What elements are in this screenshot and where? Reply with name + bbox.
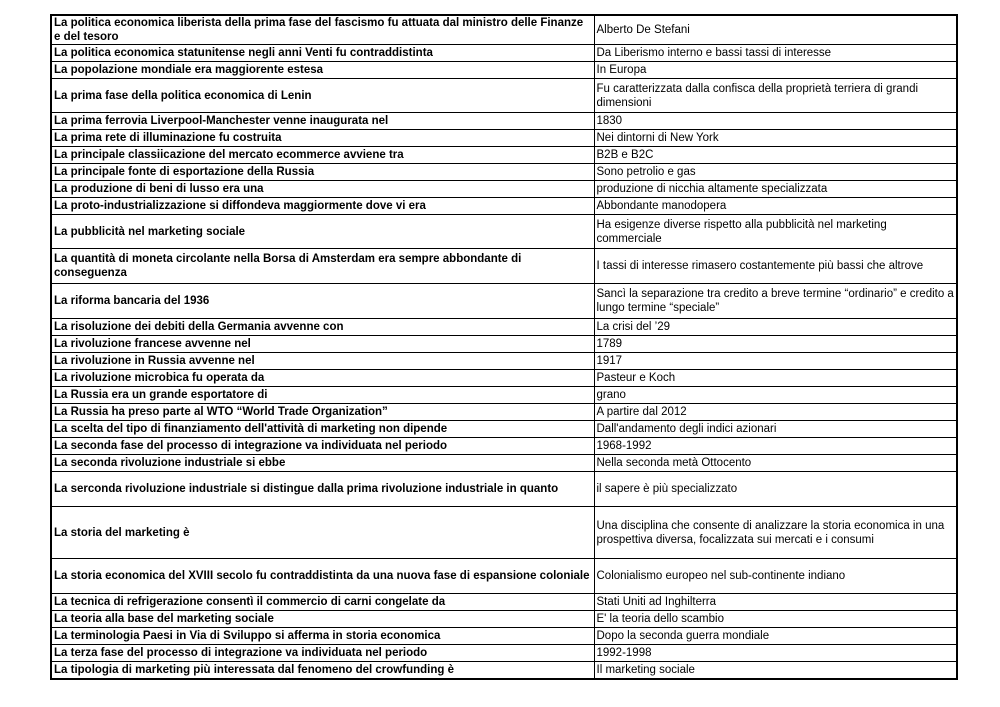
answer-cell: Il marketing sociale [594,662,957,679]
question-cell: La politica economica statunitense negli anni Venti fu contraddistinta [51,45,594,62]
question-cell: La storia del marketing è [51,507,594,559]
answer-cell: Dopo la seconda guerra mondiale [594,628,957,645]
answer-cell: La crisi del ’29 [594,319,957,336]
table-row [51,198,957,215]
table-row [51,455,957,472]
answer-cell: B2B e B2C [594,147,957,164]
question-cell: La Russia ha preso parte al WTO “World Trade Organization” [51,404,594,421]
answer-cell: E' la teoria dello scambio [594,611,957,628]
answer-cell: Pasteur e Koch [594,370,957,387]
question-cell: La rivoluzione microbica fu operata da [51,370,594,387]
question-cell: La seconda fase del processo di integrazione va individuata nel periodo [51,438,594,455]
answer-cell: Sono petrolio e gas [594,164,957,181]
table-row [51,628,957,645]
answer-cell: produzione di nicchia altamente specializzata [594,181,957,198]
question-cell: La quantità di moneta circolante nella Borsa di Amsterdam era sempre abbondante di conseguenza [51,249,594,284]
answer-cell: Nei dintorni di New York [594,130,957,147]
question-cell: La principale classiicazione del mercato ecommerce avviene tra [51,147,594,164]
answer-cell: grano [594,387,957,404]
answer-cell: Ha esigenze diverse rispetto alla pubblicità nel marketing commerciale [594,215,957,249]
question-cell: La proto-industrializzazione si diffondeva maggiormente dove vi era [51,198,594,215]
table-row [51,45,957,62]
table-row [51,662,957,679]
question-cell: La risoluzione dei debiti della Germania avvenne con [51,319,594,336]
table-row [51,353,957,370]
table-row [51,421,957,438]
answer-cell: 1789 [594,336,957,353]
answer-cell: Colonialismo europeo nel sub-continente indiano [594,559,957,594]
answer-cell: 1992-1998 [594,645,957,662]
question-cell: La tecnica di refrigerazione consentì il commercio di carni congelate da [51,594,594,611]
table-row [51,15,957,45]
table-row [51,319,957,336]
question-cell: La Russia era un grande esportatore di [51,387,594,404]
answer-cell: Dall'andamento degli indici azionari [594,421,957,438]
table-row [51,113,957,130]
table-row [51,79,957,113]
question-cell: La scelta del tipo di finanziamento dell'attività di marketing non dipende [51,421,594,438]
question-cell: La produzione di beni di lusso era una [51,181,594,198]
table-row [51,164,957,181]
question-cell: La serconda rivoluzione industriale si distingue dalla prima rivoluzione industriale in quanto [51,472,594,507]
question-cell: La terminologia Paesi in Via di Sviluppo si afferma in storia economica [51,628,594,645]
answer-cell: Stati Uniti ad Inghilterra [594,594,957,611]
answer-cell: Abbondante manodopera [594,198,957,215]
qa-table-body [51,15,957,679]
table-row [51,181,957,198]
table-row [51,62,957,79]
answer-cell: il sapere è più specializzato [594,472,957,507]
question-cell: La tipologia di marketing più interessata dal fenomeno del crowfunding è [51,662,594,679]
question-cell: La prima ferrovia Liverpool-Manchester venne inaugurata nel [51,113,594,130]
table-row [51,594,957,611]
answer-cell: Nella seconda metà Ottocento [594,455,957,472]
table-row [51,387,957,404]
table-row [51,472,957,507]
table-row [51,284,957,319]
question-cell: La pubblicità nel marketing sociale [51,215,594,249]
answer-cell: A partire dal 2012 [594,404,957,421]
question-cell: La politica economica liberista della prima fase del fascismo fu attuata dal ministro delle Finanze e del tesoro [51,15,594,45]
question-cell: La popolazione mondiale era maggiorente estesa [51,62,594,79]
answer-cell: Una disciplina che consente di analizzare la storia economica in una prospettiva diversa, focalizzata sui mercati e i consumi [594,507,957,559]
answer-cell: Fu caratterizzata dalla confisca della proprietà terriera di grandi dimensioni [594,79,957,113]
question-cell: La rivoluzione in Russia avvenne nel [51,353,594,370]
answer-cell: Alberto De Stefani [594,15,957,45]
answer-cell: In Europa [594,62,957,79]
answer-cell: 1968-1992 [594,438,957,455]
answer-cell: Da Liberismo interno e bassi tassi di interesse [594,45,957,62]
answer-cell: I tassi di interesse rimasero costantemente più bassi che altrove [594,249,957,284]
table-row [51,147,957,164]
answer-cell: Sancì la separazione tra credito a breve termine “ordinario” e credito a lungo termine “speciale” [594,284,957,319]
table-row [51,336,957,353]
question-cell: La teoria alla base del marketing sociale [51,611,594,628]
question-cell: La principale fonte di esportazione della Russia [51,164,594,181]
table-row [51,645,957,662]
table-row [51,370,957,387]
question-cell: La seconda rivoluzione industriale si ebbe [51,455,594,472]
question-cell: La rivoluzione francese avvenne nel [51,336,594,353]
table-row [51,438,957,455]
table-row [51,404,957,421]
answer-cell: 1917 [594,353,957,370]
question-cell: La prima rete di illuminazione fu costruita [51,130,594,147]
question-cell: La storia economica del XVIII secolo fu contraddistinta da una nuova fase di espansione coloniale [51,559,594,594]
table-row [51,215,957,249]
table-row [51,249,957,284]
table-row [51,611,957,628]
table-row [51,507,957,559]
table-row [51,559,957,594]
table-row [51,130,957,147]
question-cell: La riforma bancaria del 1936 [51,284,594,319]
question-cell: La terza fase del processo di integrazione va individuata nel periodo [51,645,594,662]
qa-table [50,14,958,680]
question-cell: La prima fase della politica economica di Lenin [51,79,594,113]
answer-cell: 1830 [594,113,957,130]
